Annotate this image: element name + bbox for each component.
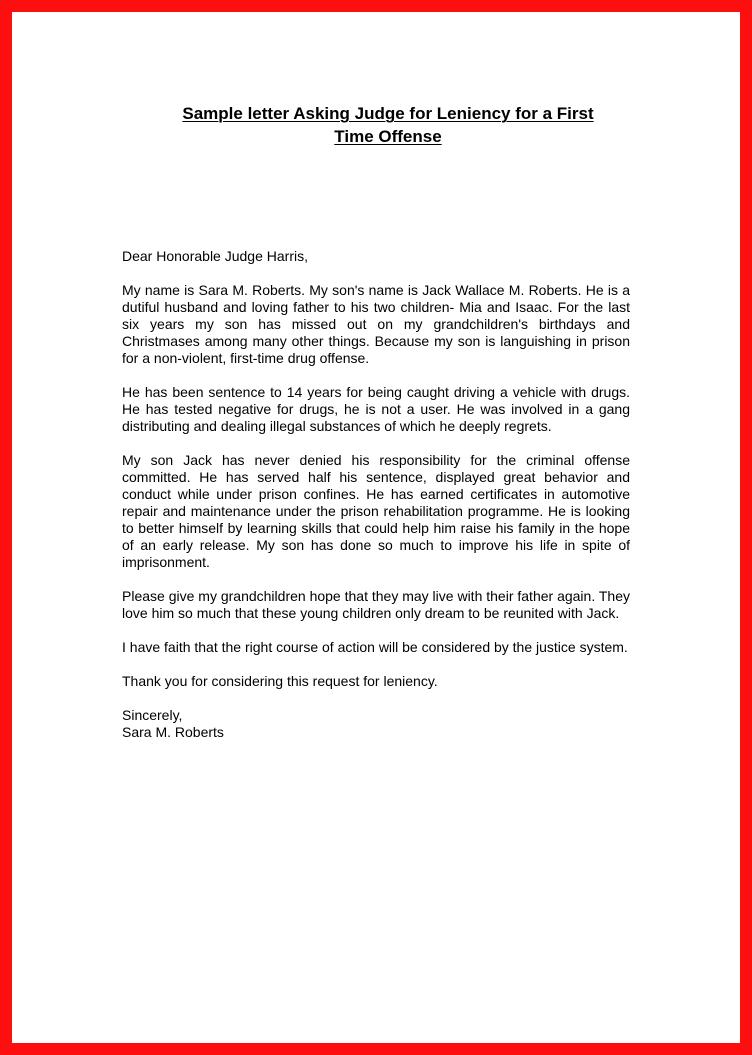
signoff — [122, 707, 630, 741]
paragraph-sentence: He has been sentence to 14 years for being caught driving a vehicle with drugs. He has tested negative for drugs, he is not a user. He was involved in a gang distributing and dealing illegal substances of which he deeply regrets. — [122, 384, 630, 434]
letter-body — [122, 248, 630, 758]
paragraph-faith: I have faith that the right course of action will be considered by the justice system. — [122, 639, 628, 655]
salutation: Dear Honorable Judge Harris, — [122, 248, 308, 264]
closing: Sincerely, — [122, 707, 183, 723]
title-line-2: Time Offense — [334, 127, 442, 146]
signature: Sara M. Roberts — [122, 724, 224, 740]
title-line-1: Sample letter Asking Judge for Leniency for a First — [182, 104, 594, 123]
paragraph-responsibility: My son Jack has never denied his responsibility for the criminal offense committed. He has served half his sentence, displayed great behavior and conduct while under prison confines. He has earned certificates in automotive repair and maintenance under the prison rehabilitation programme. He is looking to better himself by learning skills that could help him raise his family in the hope of an early release. My son has done so much to improve his life in spite of imprisonment. — [122, 452, 630, 570]
paragraph-thanks: Thank you for considering this request for leniency. — [122, 673, 438, 689]
paragraph-grandchildren: Please give my grandchildren hope that they may live with their father again. They love him so much that these young children only dream to be reunited with Jack. — [122, 588, 630, 621]
paragraph-introduction: My name is Sara M. Roberts. My son's name is Jack Wallace M. Roberts. He is a dutiful husband and loving father to his two children- Mia and Isaac. For the last six years my son has missed out on my grandchildren's birthdays and Christmases among many other things. Because my son is languishing in prison for a non-violent, first-time drug offense. — [122, 282, 630, 366]
letter-title — [112, 102, 664, 148]
